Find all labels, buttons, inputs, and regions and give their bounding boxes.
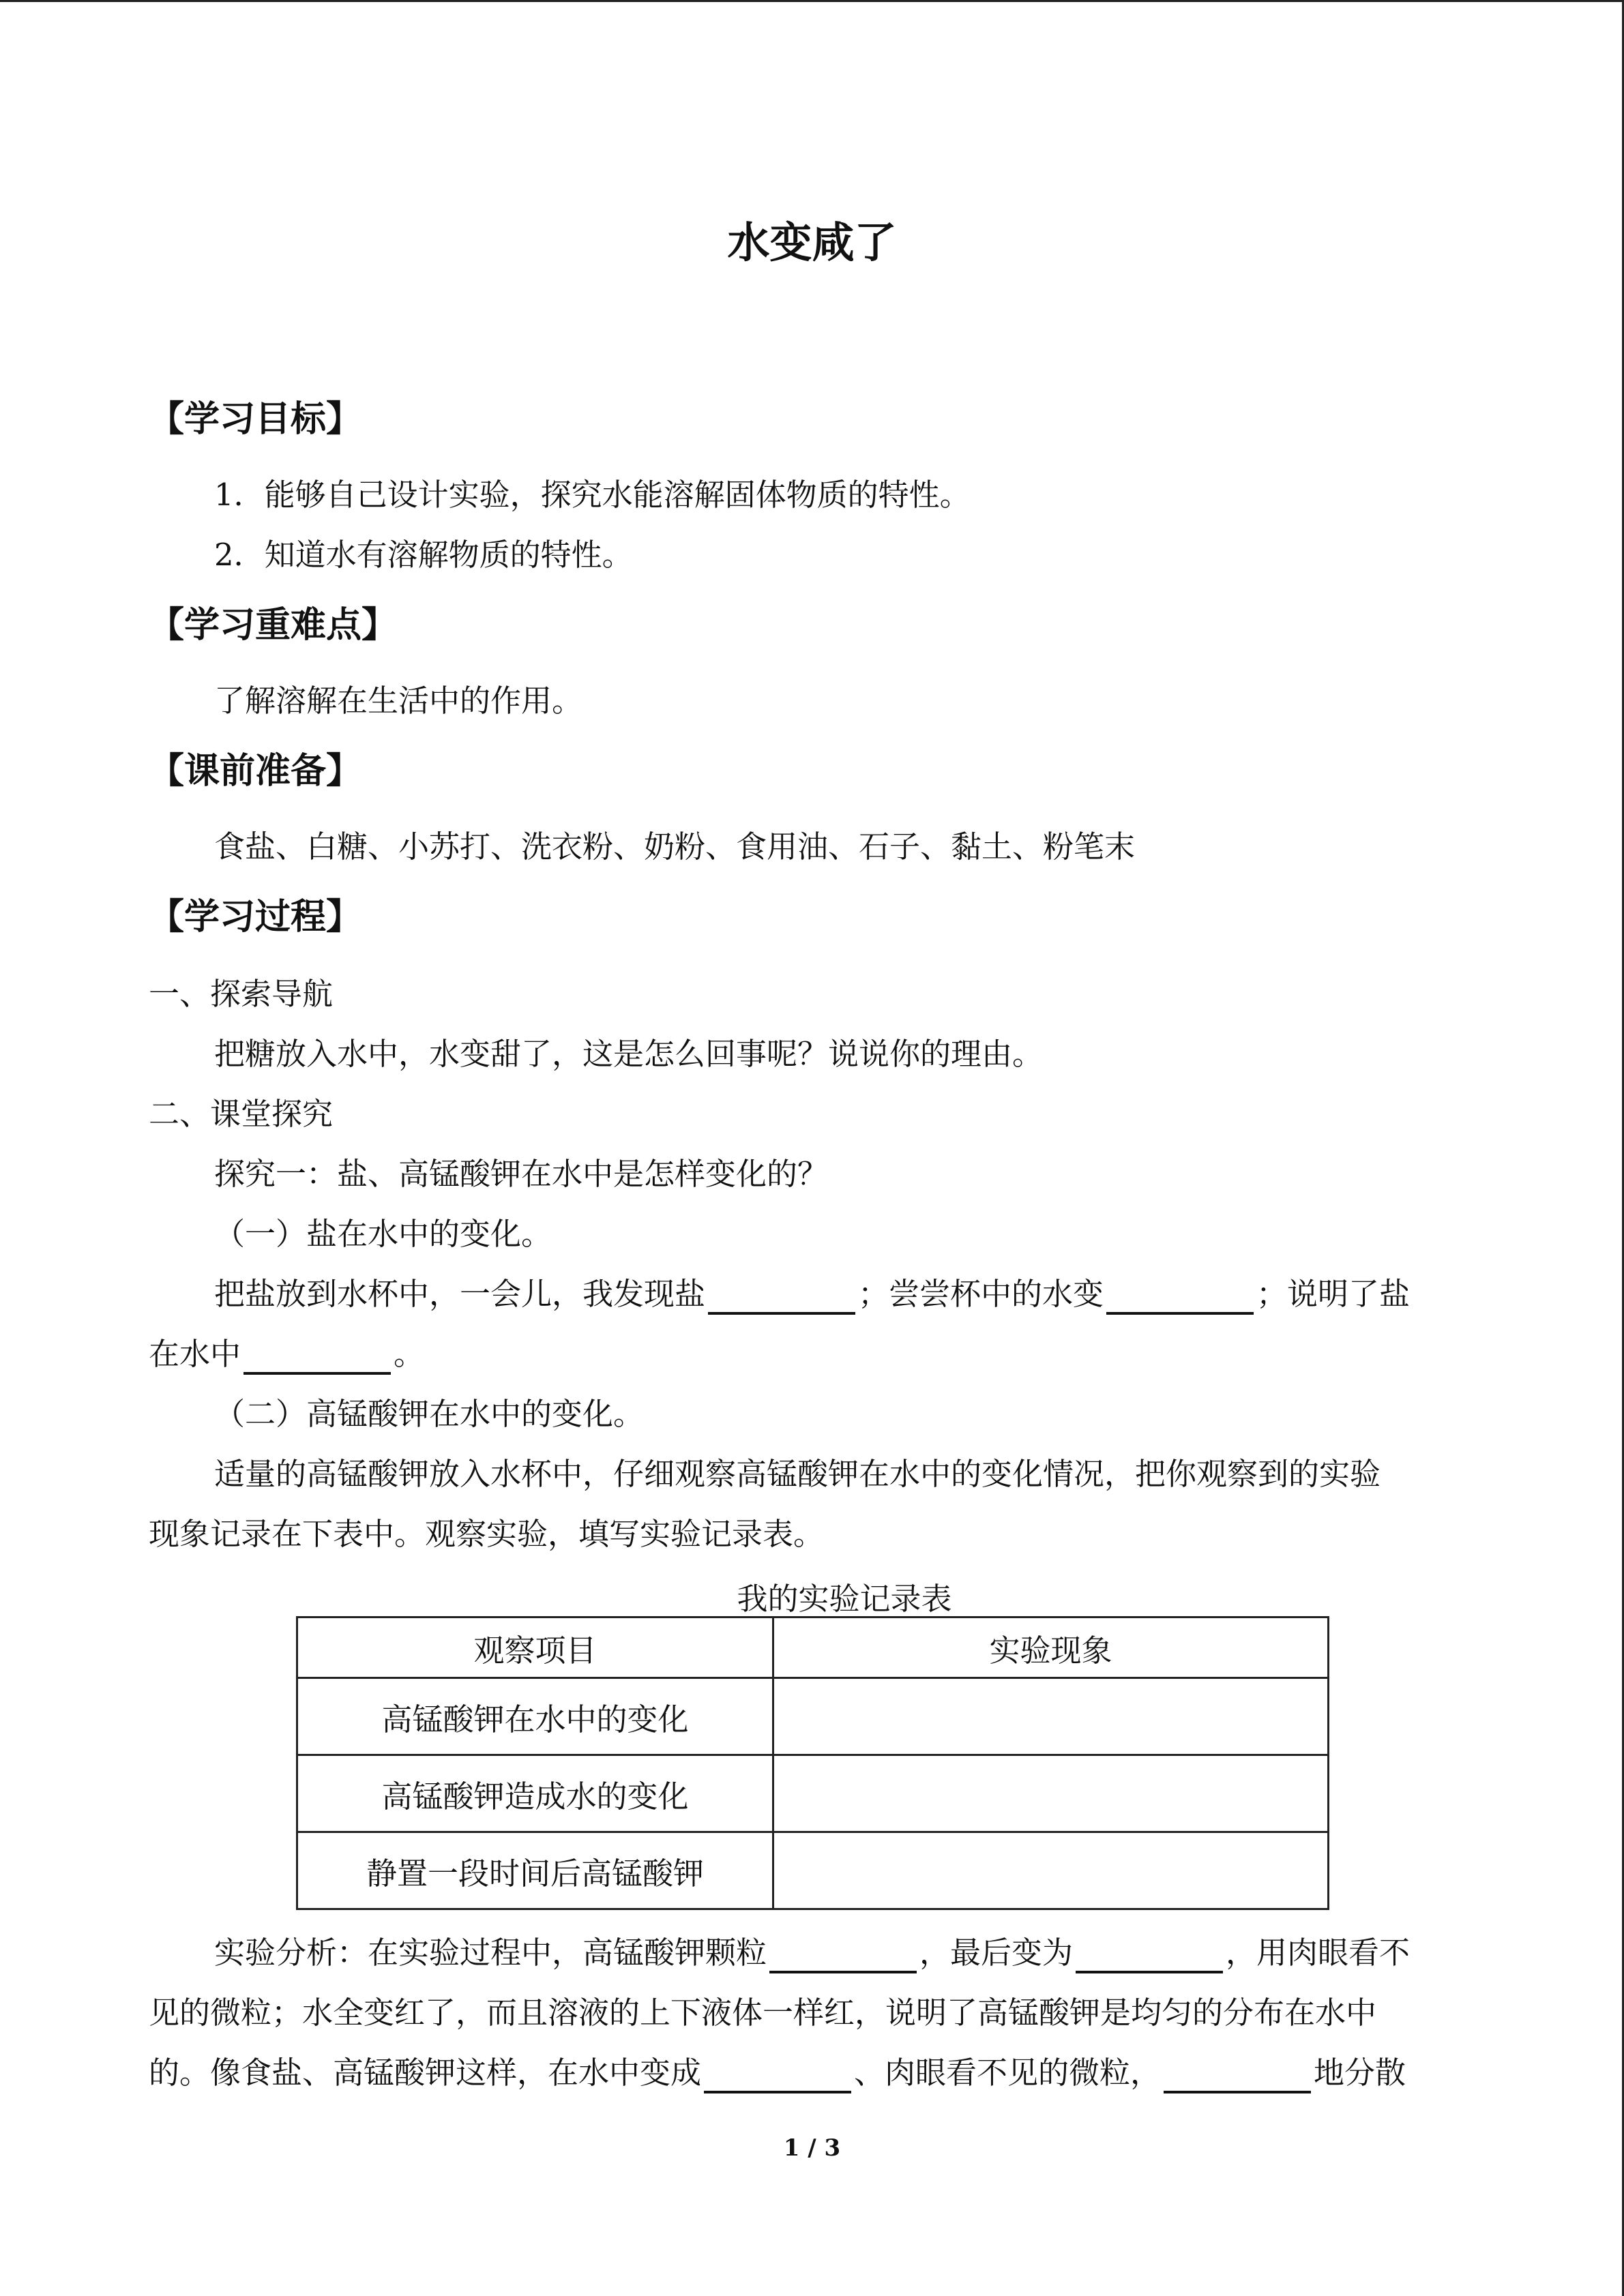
analysis-text-d: 的。像食盐、高锰酸钾这样，在水中变成	[149, 2055, 702, 2091]
sub2-title: （二）高锰酸钾在水中的变化。	[214, 1396, 645, 1432]
analysis-line2: 见的微粒；水全变红了，而且溶液的上下液体一样红，说明了高锰酸钾是均匀的分布在水中	[149, 1995, 1377, 2031]
answer-blank[interactable]	[704, 2061, 851, 2093]
heading-key-points: 【学习重难点】	[149, 605, 398, 646]
preparation-text: 食盐、白糖、小苏打、洗衣粉、奶粉、食用油、石子、黏土、粉笔末	[214, 829, 1136, 865]
analysis-line1	[214, 1933, 1410, 1973]
table-row	[297, 1755, 1329, 1832]
table-cell-phenomenon[interactable]	[773, 1678, 1329, 1755]
table-header-item: 观察项目	[297, 1617, 773, 1678]
table-row	[297, 1678, 1329, 1755]
inquiry1-title: 探究一：盐、高锰酸钾在水中是怎样变化的？	[214, 1156, 829, 1192]
answer-blank[interactable]	[243, 1342, 391, 1375]
table-row	[297, 1832, 1329, 1909]
answer-blank[interactable]	[1106, 1282, 1254, 1315]
part1-text: 把糖放入水中，水变甜了，这是怎么回事呢？说说你的理由。	[214, 1036, 1044, 1072]
analysis-line3	[149, 2053, 1406, 2093]
heading-process: 【学习过程】	[149, 897, 362, 938]
analysis-text-b: ，最后变为	[919, 1935, 1074, 1971]
experiment-record-table	[296, 1616, 1329, 1910]
page-number: 1 / 3	[783, 2134, 841, 2162]
sub1-text-d: 在水中	[149, 1336, 241, 1372]
analysis-text-e: 、肉眼看不见的微粒，	[854, 2055, 1162, 2091]
table-header-row	[297, 1617, 1329, 1678]
key-points-text: 了解溶解在生活中的作用。	[214, 683, 583, 719]
answer-blank[interactable]	[1076, 1941, 1223, 1973]
sub2-line1: 适量的高锰酸钾放入水杯中，仔细观察高锰酸钾在水中的变化情况，把你观察到的实验	[214, 1456, 1381, 1492]
table-cell-item: 高锰酸钾造成水的变化	[297, 1755, 773, 1832]
sub1-text-c: ；说明了盐	[1256, 1276, 1411, 1312]
sub1-text-e: 。	[394, 1336, 425, 1372]
sub1-title: （一）盐在水中的变化。	[214, 1216, 552, 1252]
sub1-text-a: 把盐放到水杯中，一会儿，我发现盐	[214, 1276, 706, 1312]
sub2-line2: 现象记录在下表中。观察实验，填写实验记录表。	[149, 1516, 825, 1552]
table-cell-item: 静置一段时间后高锰酸钾	[297, 1832, 773, 1909]
table-header-phenomenon: 实验现象	[773, 1617, 1329, 1678]
part1-title: 一、探索导航	[149, 976, 334, 1012]
answer-blank[interactable]	[1164, 2061, 1311, 2093]
page-title: 水变咸了	[727, 218, 897, 267]
sub1-line1	[214, 1274, 1410, 1315]
page-border-top	[0, 0, 1624, 2]
heading-goals: 【学习目标】	[149, 399, 362, 440]
answer-blank[interactable]	[769, 1941, 917, 1973]
table-cell-phenomenon[interactable]	[773, 1755, 1329, 1832]
sub1-line2	[149, 1334, 424, 1375]
table-cell-item: 高锰酸钾在水中的变化	[297, 1678, 773, 1755]
heading-preparation: 【课前准备】	[149, 751, 362, 792]
analysis-text-a: 实验分析：在实验过程中，高锰酸钾颗粒	[214, 1935, 767, 1971]
analysis-text-c: ，用肉眼看不	[1226, 1935, 1411, 1971]
goal-item-2: 2．知道水有溶解物质的特性。	[214, 537, 633, 573]
part2-title: 二、课堂探究	[149, 1096, 334, 1132]
table-cell-phenomenon[interactable]	[773, 1832, 1329, 1909]
table-caption: 我的实验记录表	[737, 1581, 952, 1617]
goal-item-1: 1．能够自己设计实验，探究水能溶解固体物质的特性。	[214, 477, 971, 513]
analysis-text-f: 地分散	[1314, 2055, 1406, 2091]
sub1-text-b: ；尝尝杯中的水变	[858, 1276, 1104, 1312]
answer-blank[interactable]	[708, 1282, 855, 1315]
